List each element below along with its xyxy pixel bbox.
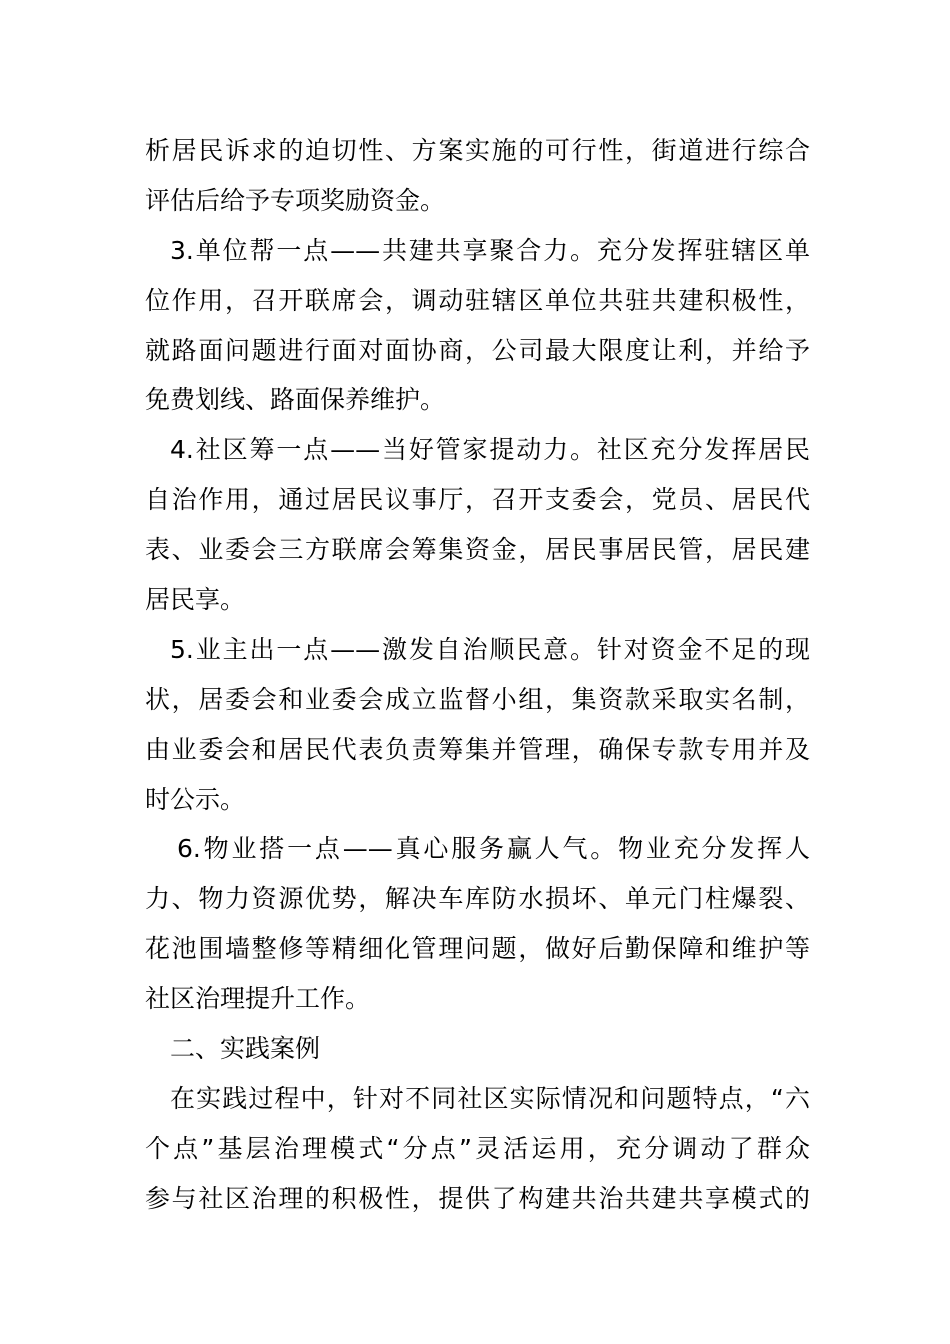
text-line: 位作用，召开联席会，调动驻辖区单位共驻共建积极性， [145,285,810,315]
item-6-heading-line: 6.物业搭一点——真心服务赢人气。物业充分发挥人 [177,834,810,864]
text-line: 表、业委会三方联席会筹集资金，居民事居民管，居民建 [145,535,810,565]
text-line: 状，居委会和业委会成立监督小组，集资款采取实名制， [145,684,810,714]
text-line: 由业委会和居民代表负责筹集并管理，确保专款专用并及 [145,734,810,764]
text-line: 社区治理提升工作。 [145,984,371,1014]
document-body [145,126,810,1224]
text-line: 就路面问题进行面对面协商，公司最大限度让利，并给予 [145,335,810,365]
text-line: 自治作用，通过居民议事厅，召开支委会，党员、居民代 [145,485,810,515]
text-line: 评估后给予专项奖励资金。 [145,185,446,215]
text-line: 免费划线、路面保养维护。 [145,385,446,415]
text-line: 力、物力资源优势，解决车库防水损坏、单元门柱爆裂、 [145,884,810,914]
text-line: 在实践过程中，针对不同社区实际情况和问题特点，“六 [170,1083,810,1113]
item-3-heading-line: 3.单位帮一点——共建共享聚合力。充分发挥驻辖区单 [170,235,810,265]
text-line: 析居民诉求的迫切性、方案实施的可行性，街道进行综合 [145,136,810,165]
item-5-heading-line: 5.业主出一点——激发自治顺民意。针对资金不足的现 [170,634,810,664]
text-line: 参与社区治理的积极性，提供了构建共治共建共享模式的 [145,1183,810,1213]
text-line: 居民享。 [145,585,246,615]
section-heading: 二、实践案例 [170,1034,321,1064]
text-line: 个点”基层治理模式“分点”灵活运用，充分调动了群众 [145,1133,810,1163]
item-4-heading-line: 4.社区筹一点——当好管家提动力。社区充分发挥居民 [170,435,810,465]
text-line: 时公示。 [145,784,246,814]
text-line: 花池围墙整修等精细化管理问题，做好后勤保障和维护等 [145,934,810,964]
